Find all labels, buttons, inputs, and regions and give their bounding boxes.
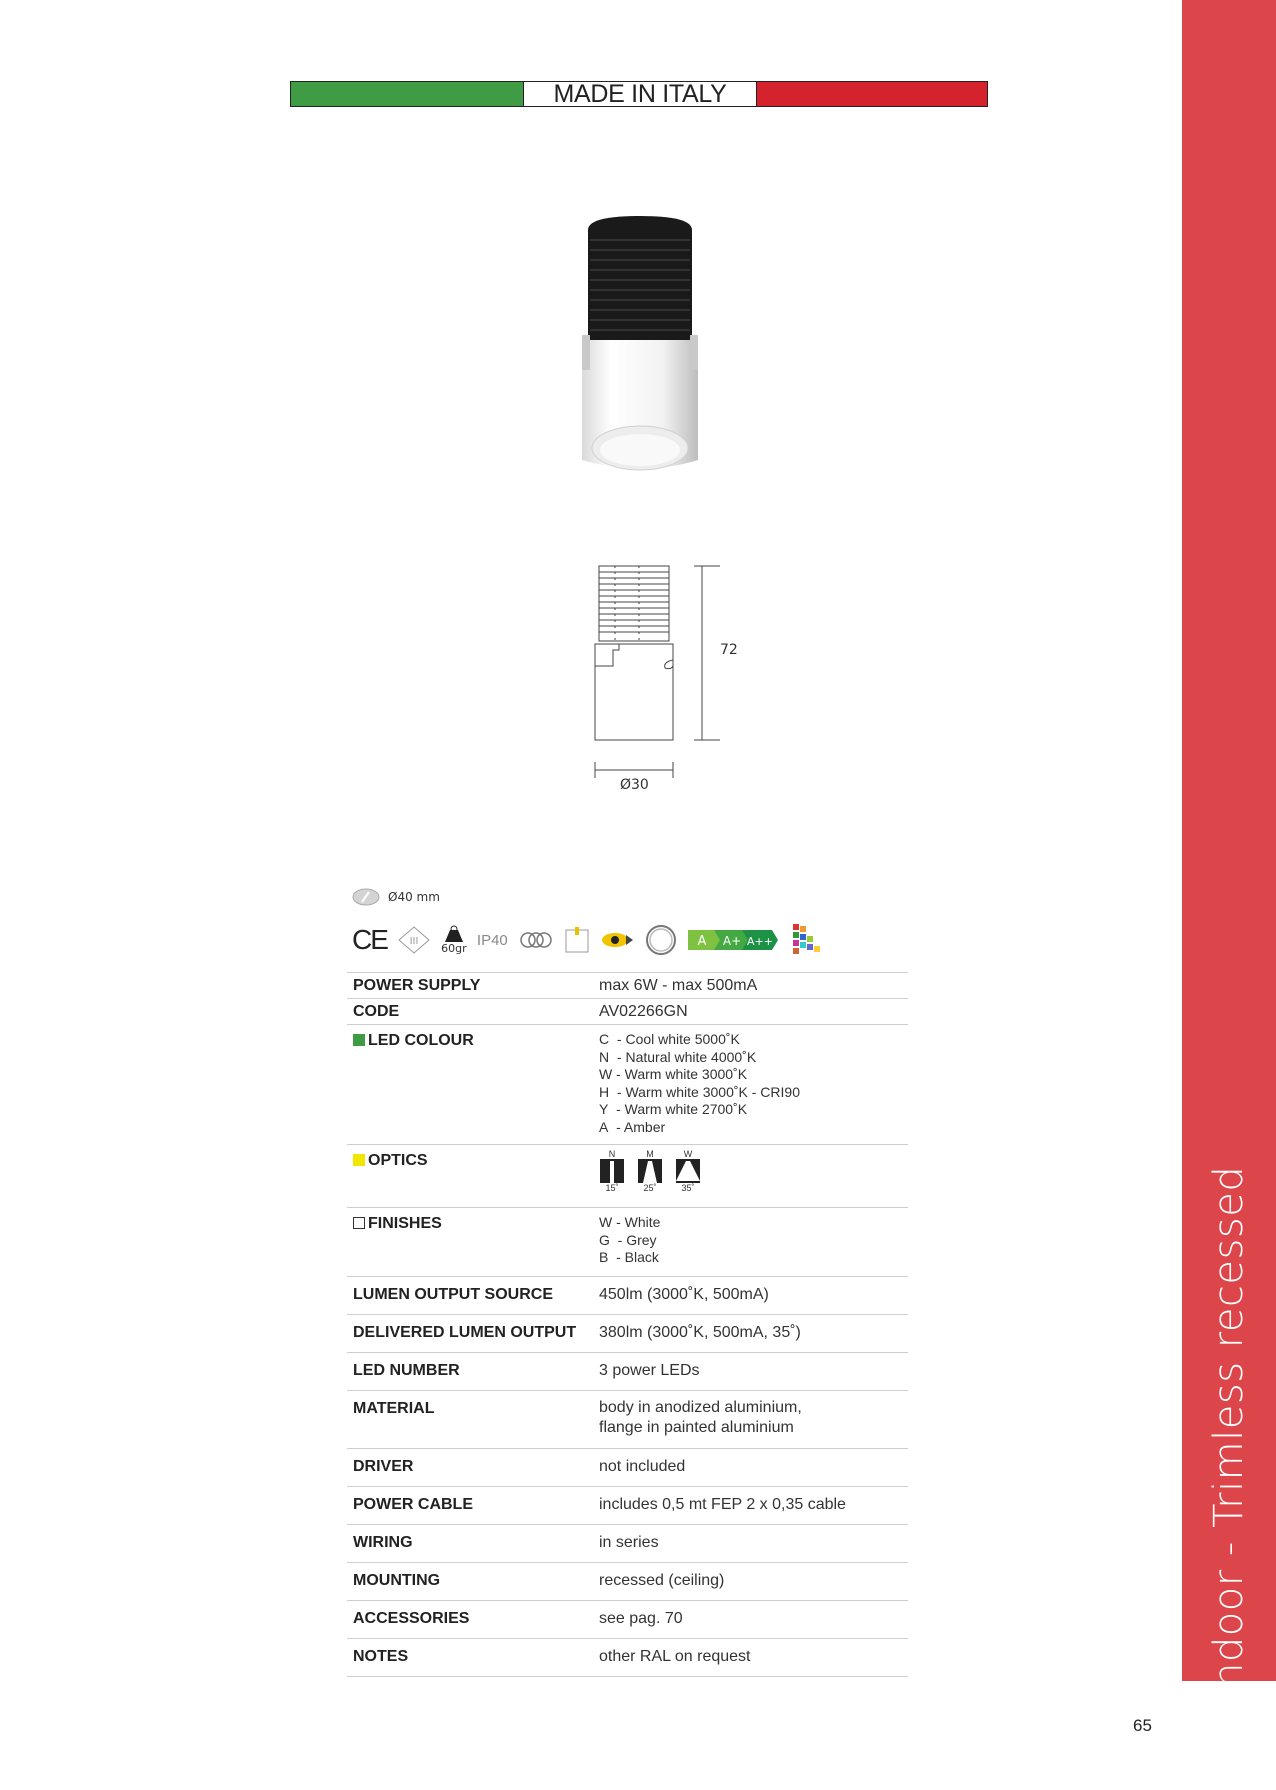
- led-colour-options: [599, 1025, 908, 1144]
- made-in-italy-banner: [290, 81, 988, 107]
- spec-row-lumen-source: [347, 1276, 908, 1314]
- spec-label: POWER SUPPLY: [353, 977, 481, 994]
- insulation-box-icon: [564, 926, 590, 954]
- beam-wide-icon: [676, 1159, 700, 1183]
- spec-row-power-cable: [347, 1486, 908, 1524]
- optics-square-icon: [353, 1154, 365, 1166]
- svg-text:III: III: [409, 936, 419, 947]
- spec-label: MATERIAL: [353, 1400, 435, 1417]
- spec-value: 380lm (3000˚K, 500mA, 35˚): [599, 1324, 801, 1341]
- eye-safety-icon: [600, 929, 634, 951]
- led-colour-option: C - Cool white 5000˚K: [599, 1031, 740, 1047]
- spec-row-mounting: [347, 1562, 908, 1600]
- spec-row-accessories: [347, 1600, 908, 1638]
- category-title: Indoor - Trimless recessed: [1206, 1165, 1252, 1701]
- spec-label: MOUNTING: [353, 1572, 441, 1589]
- height-dimension: 72: [720, 642, 738, 658]
- spec-row-finishes: [347, 1207, 908, 1276]
- cutout-size: Ø40 mm: [388, 890, 440, 904]
- spec-value: see pag. 70: [599, 1610, 683, 1627]
- spec-row-optics: [347, 1144, 908, 1207]
- spec-label: LED COLOUR: [368, 1032, 474, 1049]
- led-colour-square-icon: [353, 1034, 365, 1046]
- spec-value: AV02266GN: [599, 1003, 688, 1020]
- spec-value: 450lm (3000˚K, 500mA): [599, 1286, 769, 1303]
- spec-value: 3 power LEDs: [599, 1362, 700, 1379]
- weight-indicator: [441, 925, 467, 955]
- led-colour-option: Y - Warm white 2700˚K: [599, 1101, 748, 1117]
- spec-label: WIRING: [353, 1534, 413, 1551]
- optics-options: [599, 1145, 908, 1207]
- spec-value: max 6W - max 500mA: [599, 977, 758, 994]
- led-colour-option: N - Natural white 4000˚K: [599, 1048, 757, 1065]
- transformer-icon: [518, 930, 554, 950]
- flag-green-stripe: [291, 82, 523, 106]
- spec-row-led-number: [347, 1352, 908, 1390]
- optic-narrow: N 15˚: [599, 1149, 625, 1207]
- ip-rating: IP40: [476, 931, 508, 949]
- spec-value: not included: [599, 1458, 686, 1475]
- spec-table: [347, 972, 908, 1677]
- spec-value: recessed (ceiling): [599, 1572, 725, 1589]
- spec-row-led-colour: [347, 1024, 908, 1144]
- spec-row-wiring: [347, 1524, 908, 1562]
- product-photo: [570, 210, 710, 480]
- certification-icons: [352, 915, 824, 965]
- spec-value: in series: [599, 1534, 659, 1551]
- optic-wide: W 35˚: [675, 1149, 701, 1207]
- finishes-square-icon: [353, 1217, 365, 1229]
- spec-row-delivered-lumen: [347, 1314, 908, 1352]
- spec-label: FINISHES: [368, 1215, 442, 1232]
- energy-class-a-plus-plus: A++: [746, 935, 773, 948]
- spec-row-driver: [347, 1448, 908, 1486]
- energy-class-a: A: [697, 934, 707, 949]
- flag-red-stripe: [757, 82, 987, 106]
- finish-options: [599, 1208, 908, 1276]
- spec-label: LED NUMBER: [353, 1362, 460, 1379]
- cutout-info: [352, 888, 440, 906]
- cutout-icon: [352, 888, 380, 906]
- banner-text: MADE IN ITALY: [523, 82, 757, 106]
- spec-row-notes: [347, 1638, 908, 1677]
- finish-option: W - White: [599, 1214, 661, 1230]
- spec-label: LUMEN OUTPUT SOURCE: [353, 1286, 553, 1303]
- weight-icon: [441, 925, 467, 943]
- beam-narrow-icon: [600, 1159, 624, 1183]
- spec-value: other RAL on request: [599, 1648, 751, 1665]
- spec-label: ACCESSORIES: [353, 1610, 470, 1627]
- finish-option: B - Black: [599, 1249, 659, 1265]
- ce-mark-icon: CE: [352, 924, 387, 955]
- technical-drawing: [585, 560, 745, 800]
- spec-row-code: [347, 998, 908, 1024]
- finish-option: G - Grey: [599, 1231, 657, 1248]
- energy-class-a-plus: A+: [722, 934, 741, 948]
- led-colour-option: H - Warm white 3000˚K - CRI90: [599, 1083, 800, 1100]
- spec-value: includes 0,5 mt FEP 2 x 0,35 cable: [599, 1496, 846, 1513]
- ral-colours-icon: [790, 922, 824, 958]
- diameter-dimension: Ø30: [620, 777, 649, 793]
- led-colour-option: A - Amber: [599, 1118, 666, 1135]
- optic-medium: M 25˚: [637, 1149, 663, 1207]
- spec-label: NOTES: [353, 1648, 409, 1665]
- spec-row-power-supply: [347, 972, 908, 998]
- spec-label: CODE: [353, 1003, 400, 1020]
- spec-label: DRIVER: [353, 1458, 414, 1475]
- page-number: 65: [1133, 1716, 1152, 1735]
- spec-label: OPTICS: [368, 1152, 428, 1169]
- class-iii-icon: [397, 925, 431, 955]
- spec-row-material: [347, 1390, 908, 1448]
- energy-label-icon: [688, 928, 780, 952]
- spec-label: DELIVERED LUMEN OUTPUT: [353, 1324, 577, 1341]
- spec-value: body in anodized aluminium, flange in painted aluminium: [599, 1399, 802, 1436]
- spec-label: POWER CABLE: [353, 1496, 473, 1513]
- led-colour-option: W - Warm white 3000˚K: [599, 1066, 748, 1082]
- wire-icon: [644, 923, 678, 957]
- beam-medium-icon: [638, 1159, 662, 1183]
- weight-value: 60gr: [441, 942, 467, 955]
